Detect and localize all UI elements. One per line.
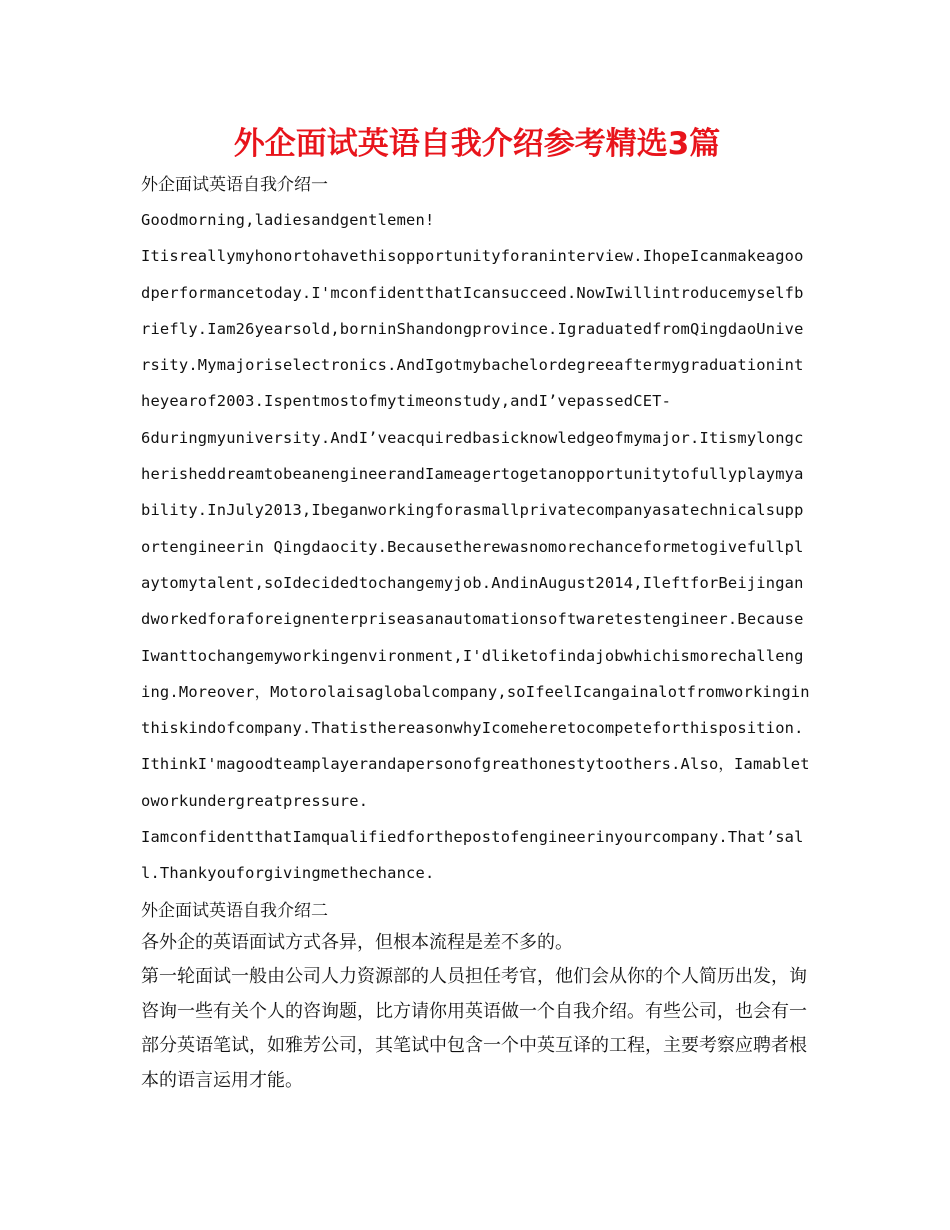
intro-paragraph-continued: 6duringmyuniversity.AndI’veacquiredbasicknowledgeofmymajor.ItismylongcherisheddreamtobeanengineerandIameagertogetanopportunitytofullyplaymyability.InJuly2013,Ibeganworkingforasmallprivatecompanyasatechnicalsupportengineerin Qingdaocity.Becausetherewasnomorechanceformetogivefullplaytomytalent,soIdecidedtochangemyjob.AndinAugust2014,IleftforBeijingandworkedforaforeignenterpriseasanautomationsoftwaretestengineer.BecauseIwanttochangemyworkingenvironment,I'dliketofindajobwhichismorechallenging.Moreover，Motorolaisaglobalcompany,soIfeelIcangainalotfromworkinginthiskindofcompany.ThatisthereasonwhyIcomeheretocompeteforthisposition.IthinkI'magoodteamplayerandapersonofgreathonestytoothers.Also，Iamabletoworkundergreatpressure.: [141, 428, 810, 810]
closing-paragraph: IamconfidentthatIamqualifiedforthepostofengineerinyourcompany.That’sall.Thankyouforgivingmethechance.: [141, 828, 804, 883]
greeting-text: Goodmorning,ladiesandgentlemen!: [141, 211, 435, 229]
section-heading-1: 外企面试英语自我介绍一: [141, 175, 328, 195]
section2-paragraph-2: 第一轮面试一般由公司人力资源部的人员担任考官，他们会从你的个人简历出发，询咨询一些有关个人的咨询题，比方请你用英语做一个自我介绍。有些公司，也会有一部分英语笔试，如雅芳公司，其笔试中包含一个中英互译的工程，主要考察应聘者根本的语言运用才能。: [141, 966, 807, 1091]
document-title: 外企面试英语自我介绍参考精选3篇: [233, 126, 721, 162]
section-heading-2: 外企面试英语自我介绍二: [141, 900, 328, 921]
document-page: [141, 120, 813, 1098]
section2-paragraph-1: 各外企的英语面试方式各异，但根本流程是差不多的。: [141, 931, 573, 953]
intro-paragraph: Itisreallymyhonortohavethisopportunityforaninterview.IhopeIcanmakeagoodperformancetoday.I'mconfidentthatIcansucceed.NowIwillintroducemyselfbriefly.Iam26yearsold,borninShandongprovince.IgraduatedfromQingdaoUniversity.Mymajoriselectronics.AndIgotmybachelordegreeaftermygraduationintheyearof2003.Ispentmostofmytimeonstudy,andI’vepassedCET-: [141, 247, 804, 411]
